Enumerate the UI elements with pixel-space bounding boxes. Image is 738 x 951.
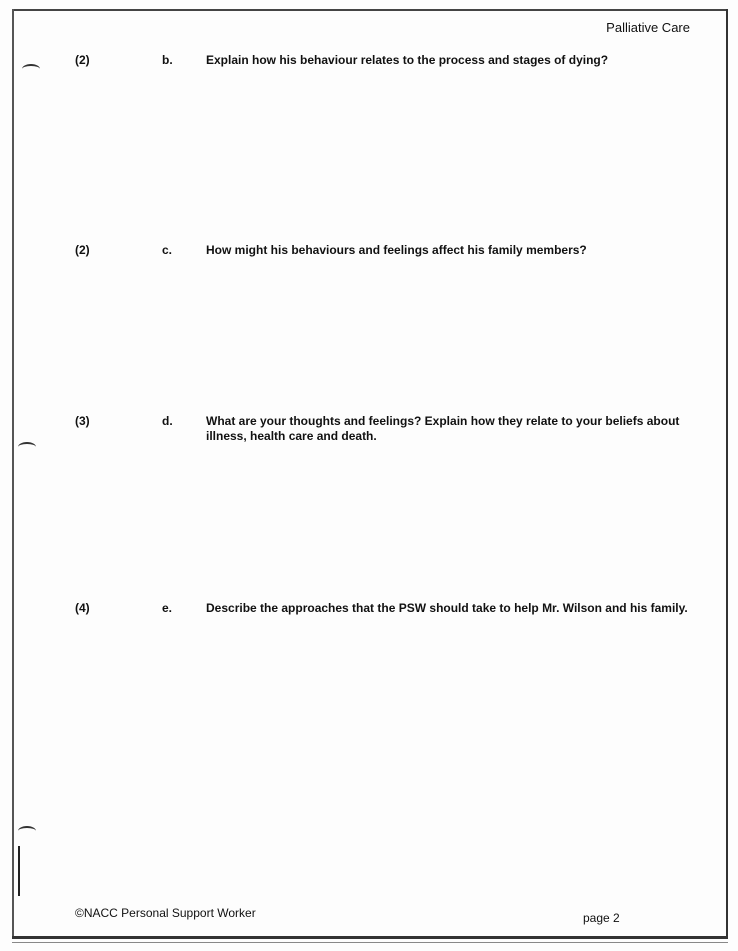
footer-page-number: page 2 bbox=[583, 911, 620, 925]
binder-hole-mark bbox=[22, 64, 40, 74]
question-text: Describe the approaches that the PSW should take to help Mr. Wilson and his family. bbox=[206, 601, 688, 615]
page-border-bottom bbox=[12, 936, 728, 939]
question-text: How might his behaviours and feelings affect his family members? bbox=[206, 243, 587, 257]
question-text: Explain how his behaviour relates to the process and stages of dying? bbox=[206, 53, 609, 67]
page-border-right bbox=[726, 9, 728, 939]
footer-copyright: ©NACC Personal Support Worker bbox=[75, 906, 256, 920]
question-letter: d. bbox=[162, 414, 173, 428]
binder-hole-mark bbox=[18, 442, 36, 452]
page-border-left bbox=[12, 9, 14, 939]
question-letter: b. bbox=[162, 53, 173, 67]
question-letter: c. bbox=[162, 243, 173, 257]
question-marks: (2) bbox=[75, 243, 90, 257]
page-header-title: Palliative Care bbox=[606, 20, 690, 35]
question-marks: (2) bbox=[75, 53, 90, 67]
question-letter: e. bbox=[162, 601, 173, 615]
page-border-top bbox=[12, 9, 728, 11]
question-marks: (4) bbox=[75, 601, 90, 615]
page-border-bottom-shadow bbox=[12, 942, 728, 943]
question-text: What are your thoughts and feelings? Explain how they relate to your beliefs about illness, health care and death. bbox=[206, 414, 680, 443]
binder-hole-mark bbox=[18, 826, 36, 836]
question-marks: (3) bbox=[75, 414, 90, 428]
scan-edge-mark bbox=[18, 846, 20, 896]
